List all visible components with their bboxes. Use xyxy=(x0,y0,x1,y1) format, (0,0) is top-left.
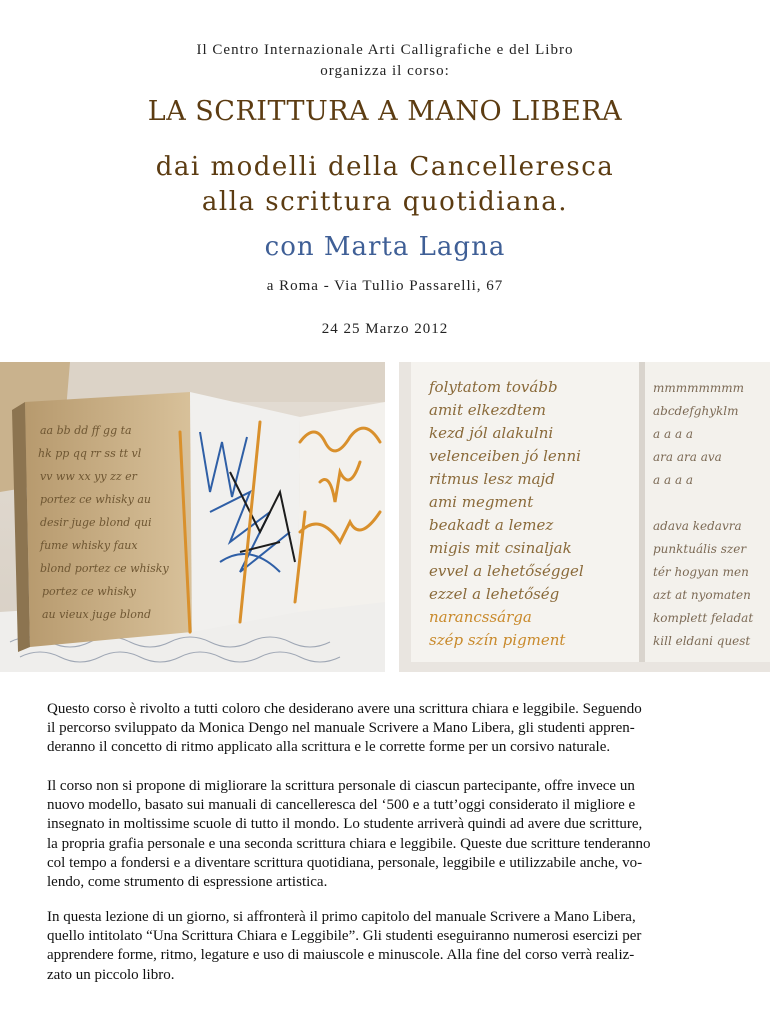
left-book-line: blond portez ce whisky xyxy=(40,562,169,575)
organizes-line: organizza il corso: xyxy=(320,63,450,79)
notebook-line: velenceiben jó lenni xyxy=(429,447,581,465)
left-book-line: au vieux juge blond xyxy=(42,608,152,621)
notebook-line-orange: narancssárga xyxy=(429,608,532,626)
notebook-right-line: ara ara ava xyxy=(653,450,722,464)
paragraph-course-model xyxy=(47,777,725,892)
course-date: 24 25 Marzo 2012 xyxy=(321,321,449,337)
paragraph-course-purpose xyxy=(47,700,725,758)
course-subtitle xyxy=(0,150,770,220)
notebook-right-line: komplett feladat xyxy=(653,611,754,625)
organizer-intro xyxy=(0,40,770,82)
notebook-line: ami megment xyxy=(429,493,534,511)
subtitle-line-2: alla scrittura quotidiana. xyxy=(201,187,569,217)
notebook-line: folytatom tovább xyxy=(429,378,558,396)
paragraph-line: Il corso non si propone di migliorare la scrittura personale di ciascun partecipante, offre invece un xyxy=(47,778,635,794)
notebook-right-line: a a a a xyxy=(653,473,694,487)
notebook-line: kezd jól alakulni xyxy=(429,424,554,442)
notebook-right-line: kill eldani quest xyxy=(653,634,751,648)
paragraph-line: col tempo a fondersi e a diventare scrittura quotidiana, personale, leggibile e utilizzabile anche, vo- xyxy=(47,854,643,871)
notebook-line: evvel a lehetőséggel xyxy=(429,562,584,580)
notebook-line: ezzel a lehetőség xyxy=(429,585,560,603)
organizer-line: Il Centro Internazionale Arti Calligrafiche e del Libro xyxy=(196,42,574,58)
calligraphy-books-illustration xyxy=(0,362,385,672)
paragraph-line: la propria grafia personale e una seconda scrittura chiara e leggibile. Queste due scritture tenderanno xyxy=(47,835,651,852)
left-book-line: hk pp qq rr ss tt vl xyxy=(38,447,142,460)
teacher-name: con Marta Lagna xyxy=(264,232,506,262)
paragraph-lesson-details xyxy=(47,908,725,985)
left-book-line: portez ce whisky xyxy=(42,585,136,598)
notebook-right-line: punktuális szer xyxy=(653,542,747,556)
left-book-line: desir juge blond qui xyxy=(40,516,152,529)
notebook-right-line: azt at nyomaten xyxy=(653,588,751,602)
subtitle-line-1: dai modelli della Cancelleresca xyxy=(155,152,615,182)
left-book-line: aa bb dd ff gg ta xyxy=(40,424,132,437)
handwriting-notebook-illustration xyxy=(399,362,770,672)
paragraph-line: In questa lezione di un giorno, si affronterà il primo capitolo del manuale Scrivere a Mano Libera, xyxy=(47,909,636,925)
notebook-right-line: adava kedavra xyxy=(653,519,742,533)
paragraph-line: nuovo modello, basato sui manuali di cancelleresca del ‘500 e a tutt’oggi considerato il migliore e xyxy=(47,797,636,814)
handwriting-notebook-photo xyxy=(399,362,770,672)
notebook-line: amit elkezdtem xyxy=(429,401,547,419)
course-title: LA SCRITTURA A MANO LIBERA xyxy=(147,96,623,127)
left-book-line: vv ww xx yy zz er xyxy=(40,470,137,483)
notebook-line-orange: szép szín pigment xyxy=(429,631,566,649)
paragraph-line: zato un piccolo libro. xyxy=(47,966,175,983)
notebook-right-line: mmmmmmmm xyxy=(653,381,745,395)
notebook-right-line: a a a a xyxy=(653,427,694,441)
paragraph-line: deranno il concetto di ritmo applicato alla scrittura e le corrette forme per un corsivo naturale. xyxy=(47,739,611,756)
paragraph-line: Questo corso è rivolto a tutti coloro che desiderano avere una scrittura chiara e leggibile. Seguendo xyxy=(47,701,642,717)
paragraph-line: insegnato in moltissime scuole di tutto il mondo. Lo studente arriverà quindi ad avere due scritture, xyxy=(47,816,643,833)
notebook-line: beakadt a lemez xyxy=(429,516,554,534)
notebook-right-line: tér hogyan men xyxy=(653,565,749,579)
notebook-line: ritmus lesz majd xyxy=(429,470,555,488)
notebook-right-line: abcdefghyklm xyxy=(653,404,739,418)
paragraph-line: quello intitolato “Una Scrittura Chiara e Leggibile”. Gli studenti eseguiranno numerosi esercizi per xyxy=(47,928,642,945)
notebook-line: migis mit csinaljak xyxy=(429,539,572,557)
left-book-line: fume whisky faux xyxy=(40,539,138,552)
left-book-line: portez ce whisky au xyxy=(40,493,151,506)
calligraphy-books-photo xyxy=(0,362,385,672)
paragraph-line: il percorso sviluppato da Monica Dengo nel manuale Scrivere a Mano Libera, gli studenti appren- xyxy=(47,720,635,737)
venue-address: a Roma - Via Tullio Passarelli, 67 xyxy=(266,278,504,294)
paragraph-line: lendo, come strumento di espressione artistica. xyxy=(47,874,328,891)
paragraph-line: apprendere forme, ritmo, legature e uso di maiuscole e minuscole. Alla fine del corso verrà realiz- xyxy=(47,947,635,964)
